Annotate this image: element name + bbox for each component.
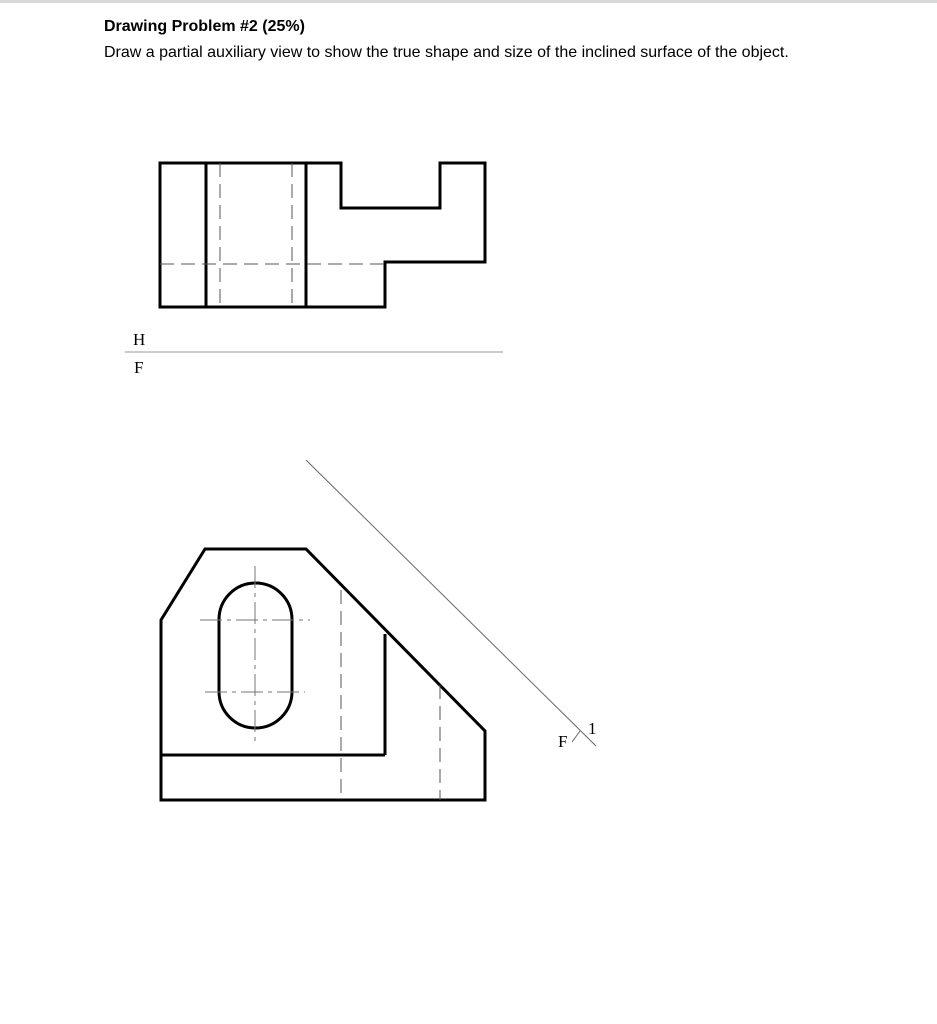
f1-fold-tick (572, 731, 580, 742)
fold-label-f: F (134, 358, 144, 377)
top-view-outline (160, 163, 485, 307)
top-view (160, 163, 485, 307)
front-view-outline (161, 549, 485, 800)
f1-fold-line (306, 460, 596, 746)
fold-label-f-aux: F (558, 732, 568, 751)
fold-label-h: H (133, 330, 146, 349)
front-view (161, 549, 485, 800)
top-view-hidden-lines (160, 163, 385, 307)
front-view-hidden-lines (341, 590, 440, 800)
problem-title: Drawing Problem #2 (25%) (104, 18, 305, 35)
fold-label-1: 1 (588, 719, 597, 738)
f1-fold-line-group (306, 460, 597, 751)
problem-instruction: Draw a partial auxiliary view to show the true shape and size of the inclined surface of the object. (104, 44, 789, 61)
hf-fold-line-group (125, 330, 503, 377)
